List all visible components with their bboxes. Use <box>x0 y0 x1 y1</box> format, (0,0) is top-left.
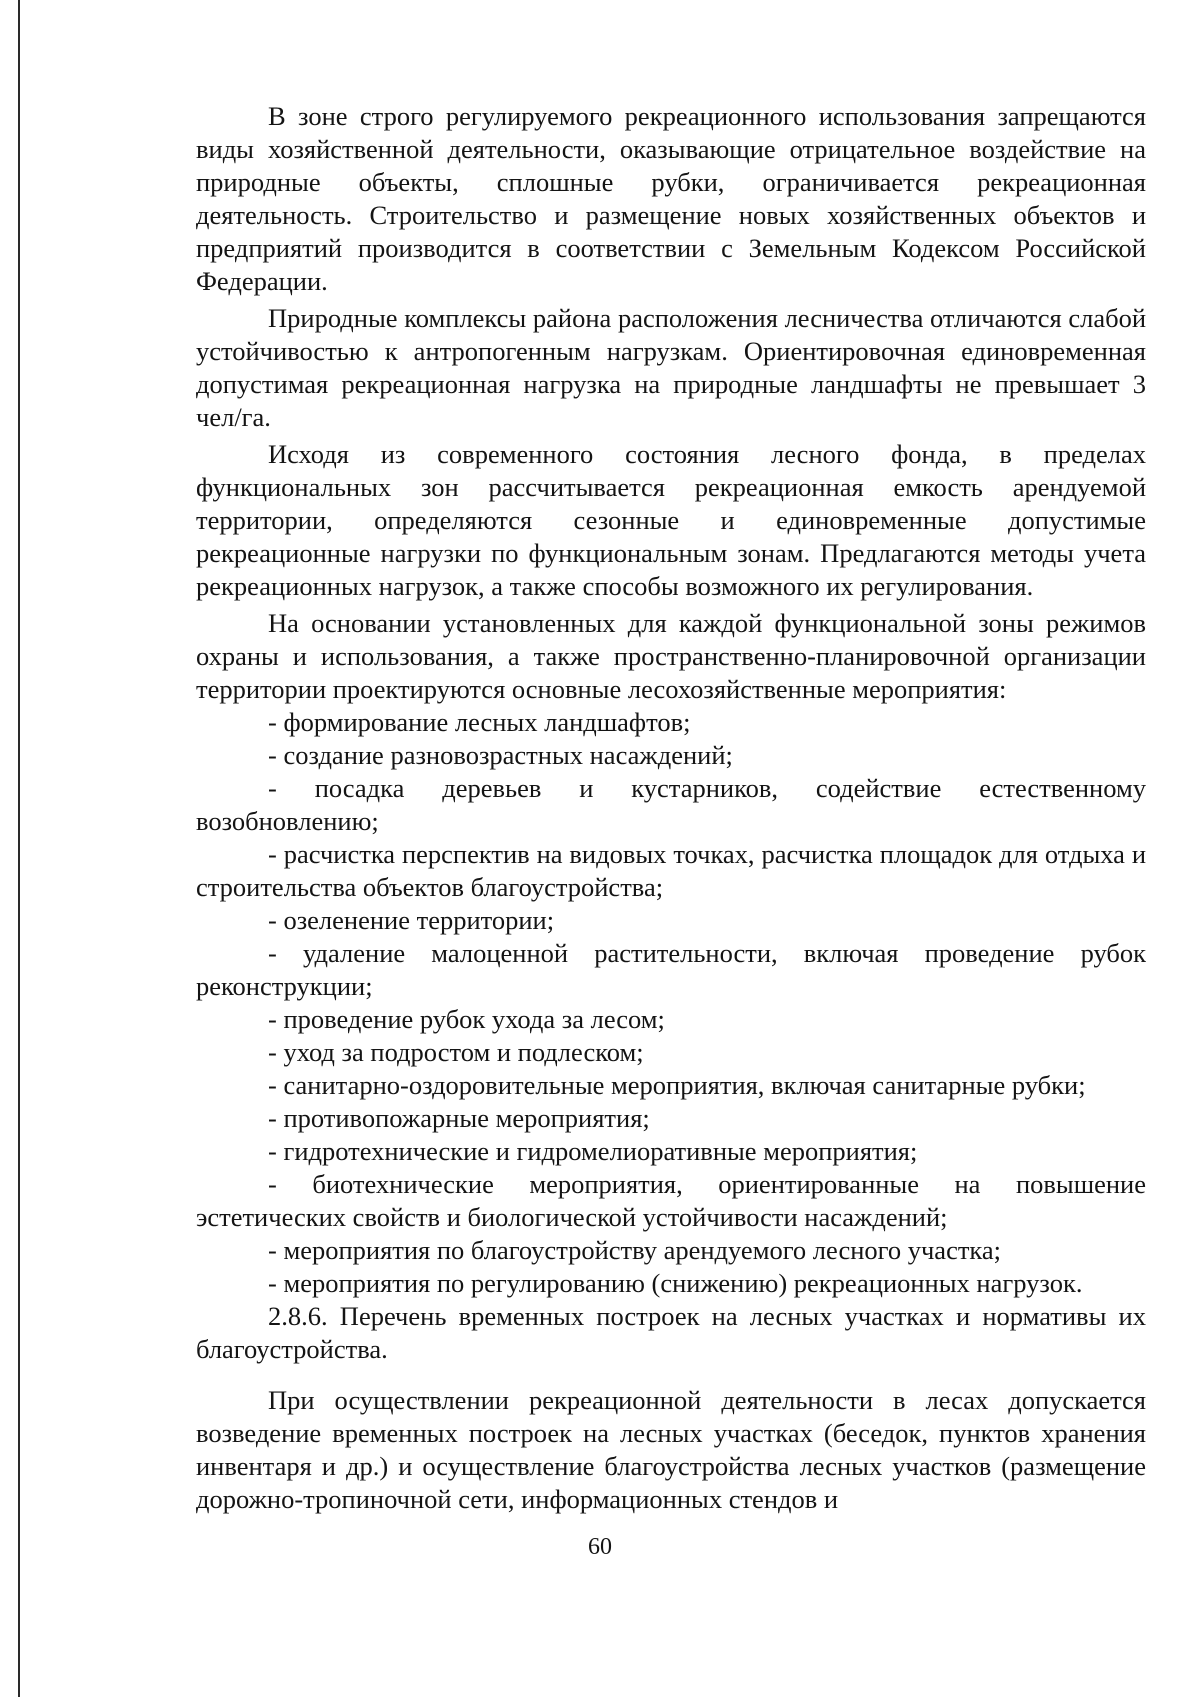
list-item: - создание разновозрастных насаждений; <box>268 740 733 770</box>
list-item: - проведение рубок ухода за лесом; <box>268 1004 665 1034</box>
page-number: 60 <box>588 1534 612 1560</box>
list-item: - биотехнические мероприятия, ориентированные на повышение эстетических свойств и биологической устойчивости насаждений; <box>196 1169 1146 1232</box>
scan-edge-line <box>18 0 20 1697</box>
paragraph-natural-complexes: Природные комплексы района расположения лесничества отличаются слабой устойчивостью к антропогенным нагрузкам. Ориентировочная единовременная допустимая рекреационная нагрузка на природные ландшафты не превышает 3 чел/га. <box>196 303 1146 432</box>
list-item: - санитарно-оздоровительные мероприятия, включая санитарные рубки; <box>268 1070 1086 1100</box>
list-item: - удаление малоценной растительности, включая проведение рубок реконструкции; <box>196 938 1146 1001</box>
paragraph-temporary-buildings: При осуществлении рекреационной деятельности в лесах допускается возведение временных построек на лесных участках (беседок, пунктов хранения инвентаря и др.) и осуществление благоустройства лесных участков (размещение дорожно-тропиночной сети, информационных стендов и <box>196 1385 1146 1514</box>
list-item: - гидротехнические и гидромелиоративные мероприятия; <box>268 1136 918 1166</box>
document-page <box>196 100 1146 1516</box>
list-item: - расчистка перспектив на видовых точках, расчистка площадок для отдыха и строительства объектов благоустройства; <box>196 839 1146 902</box>
list-item: - озеленение территории; <box>268 905 555 935</box>
list-item: - мероприятия по благоустройству арендуемого лесного участка; <box>268 1235 1002 1265</box>
list-item: - противопожарные мероприятия; <box>268 1103 650 1133</box>
paragraph-measures-intro: На основании установленных для каждой функциональной зоны режимов охраны и использования, а также пространственно-планировочной организации территории проектируются основные лесохозяйственные мероприятия: <box>196 608 1146 704</box>
section-heading: 2.8.6. Перечень временных построек на лесных участках и нормативы их благоустройства. <box>196 1301 1146 1364</box>
list-item: - мероприятия по регулированию (снижению) рекреационных нагрузок. <box>268 1268 1083 1298</box>
list-item: - посадка деревьев и кустарников, содействие естественному возобновлению; <box>196 773 1146 836</box>
paragraph-recreational-capacity: Исходя из современного состояния лесного фонда, в пределах функциональных зон рассчитывается рекреационная емкость арендуемой территории, определяются сезонные и единовременные допустимые рекреационные нагрузки по функциональным зонам. Предлагаются методы учета рекреационных нагрузок, а также способы возможного их регулирования. <box>196 439 1146 601</box>
list-item: - формирование лесных ландшафтов; <box>268 707 691 737</box>
list-item: - уход за подростом и подлеском; <box>268 1037 644 1067</box>
paragraph-recreation-zone: В зоне строго регулируемого рекреационного использования запрещаются виды хозяйственной деятельности, оказывающие отрицательное воздействие на природные объекты, сплошные рубки, ограничивается рекреационная деятельность. Строительство и размещение новых хозяйственных объектов и предприятий производится в соответствии с Земельным Кодексом Российской Федерации. <box>196 101 1146 296</box>
